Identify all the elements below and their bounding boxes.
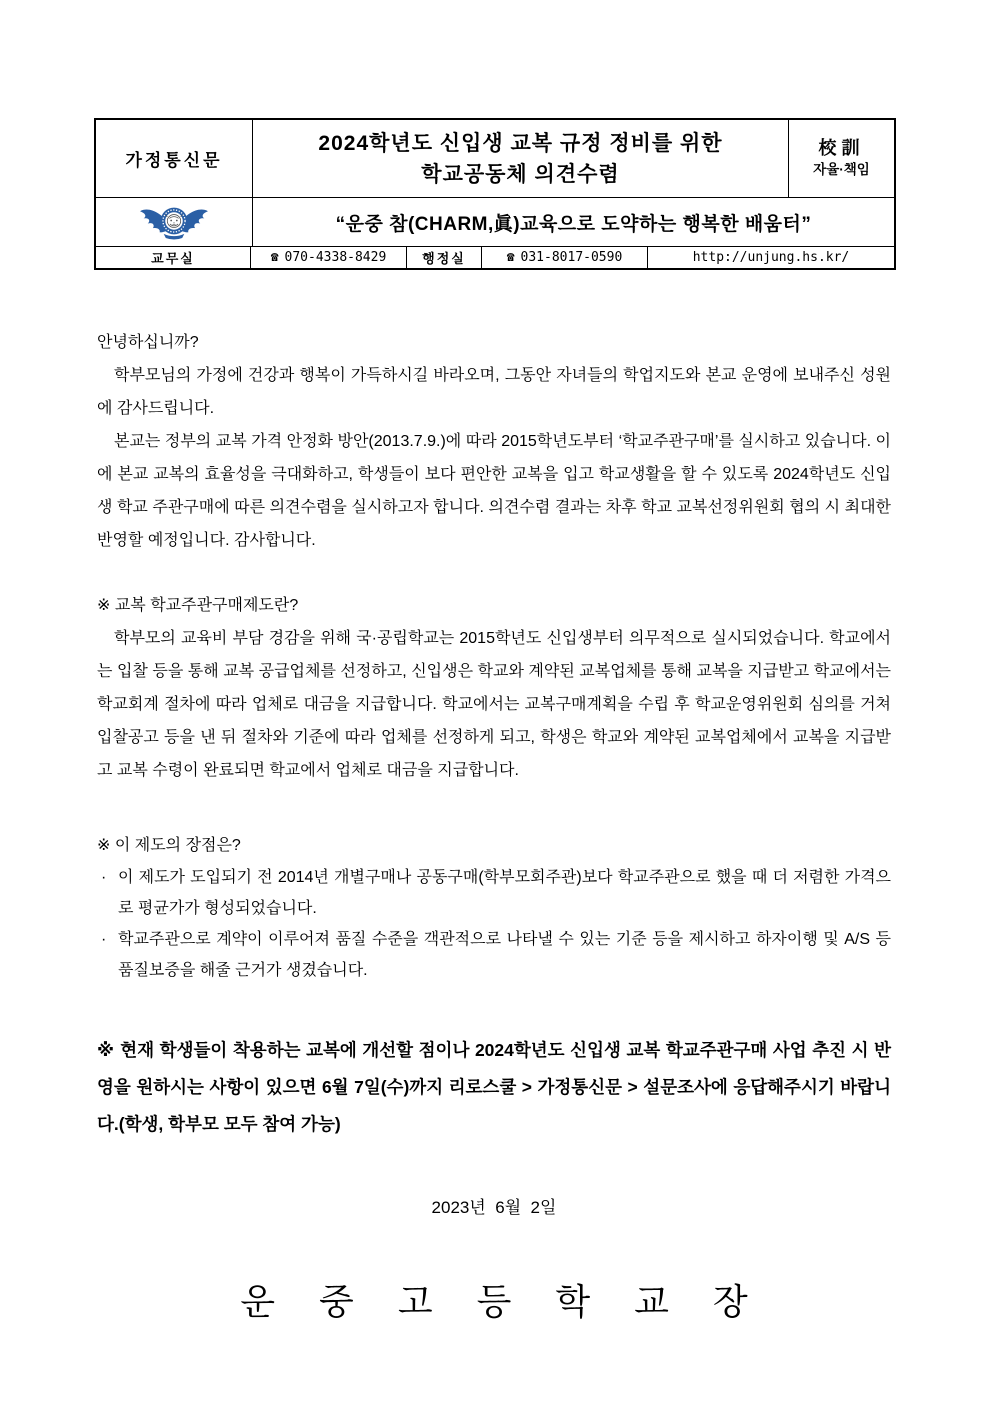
list-item (97, 862, 891, 924)
section-what-is-title: ※ 교복 학교주관구매제도란? (97, 597, 299, 614)
school-motto (788, 120, 894, 197)
section-what-is-text: 학부모의 교육비 부담 경감을 위해 국·공립학교는 2015학년도 신입생부터 의무적으로 실시되었습니다. 학교에서는 입찰 등을 통해 교복 공급업체를 선정하고, 신입생은 학교와 계약된 교복업체를 통해 교복을 지급받고 학교에서는 학교회계 절차에 따라 업체로 대금을 지급합니다. 학교에서는 교복구매계획을 수립 후 학교운영위원회 심의를 거쳐 입찰공고 등을 낸 뒤 절차와 기준에 따라 업체를 선정하게 되고, 학생은 학교와 계약된 교복업체에서 교복을 지급받고 교복 수령이 완료되면 학교에서 업체로 대금을 지급합니다. (97, 630, 891, 779)
school-logo (96, 198, 252, 246)
phone-icon: ☎ (270, 250, 279, 265)
list-item-text: 이 제도가 도입되기 전 2014년 개별구매나 공동구매(학부모회주관)보다 학교주관으로 했을 때 더 저렴한 가격으로 평균가가 형성되었습니다. (118, 869, 891, 917)
section-what-is (97, 589, 891, 787)
school-emblem-icon (138, 201, 210, 243)
office2-phone (481, 247, 647, 268)
office1-phone (250, 247, 406, 268)
doc-type-label: 가정통신문 (125, 151, 223, 170)
letter-body (97, 326, 891, 1341)
header-row-slogan (96, 197, 894, 246)
section-benefits-title: ※ 이 제도의 장점은? (97, 837, 241, 854)
bullet-icon: · (101, 869, 107, 886)
motto-value: 자율·책임 (813, 161, 870, 177)
phone-icon: ☎ (506, 250, 515, 265)
office1-label: 교무실 (151, 251, 195, 266)
benefits-list (97, 862, 891, 986)
page-title (252, 120, 788, 197)
header-table (94, 118, 896, 270)
paragraph-purpose: 본교는 정부의 교복 가격 안정화 방안(2013.7.9.)에 따라 2015학년도부터 ‘학교주관구매’를 실시하고 있습니다. 이에 본교 교복의 효율성을 극대화하고, 학생들이 보다 편안한 교복을 입고 학교생활을 할 수 있도록 2024학년도 신입생 학교 주관구매에 따른 의견수렴을 실시하고자 합니다. 의견수렴 결과는 차후 학교 교복선정위원회 협의 시 최대한 반영할 예정입니다. 감사합니다. (97, 433, 891, 549)
principal-signature: 운중고등학교장 (240, 1281, 792, 1322)
date-line: 2023년 6월 2일 (431, 1198, 557, 1217)
office2-label: 행정실 (406, 247, 481, 268)
header-row-contact (96, 246, 894, 268)
paragraph-thanks: 학부모님의 가정에 건강과 행복이 가득하시길 바라오며, 그동안 자녀들의 학업지도와 본교 운영에 보내주신 성원에 감사드립니다. (97, 367, 891, 417)
school-slogan: “운중 참(CHARM,眞)교육으로 도약하는 행복한 배움터” (252, 198, 894, 246)
page-title-line1: 2024학년도 신입생 교복 규정 정비를 위한 (318, 131, 723, 155)
survey-notice: ※ 현재 학생들이 착용하는 교복에 개선할 점이나 2024학년도 신입생 교복 학교주관구매 사업 추진 시 반영을 원하시는 사항이 있으면 6월 7일(수)까지 리로스쿨 > 가정통신문 > 설문조사에 응답해주시기 바랍니다.(학생, 학부모 모두 참여 가능) (97, 1040, 891, 1134)
motto-label: 校訓 (818, 137, 865, 158)
section-benefits (97, 829, 891, 986)
greeting-text: 안녕하십니까? (97, 334, 199, 351)
list-item-text: 학교주관으로 계약이 이루어져 품질 수준을 객관적으로 나타낼 수 있는 기준 등을 제시하고 하자이행 및 A/S 등 품질보증을 해줄 근거가 생겼습니다. (118, 931, 891, 979)
header-row-title (96, 120, 894, 197)
list-item (97, 924, 891, 986)
page-title-line2: 학교공동체 의견수렴 (421, 162, 620, 186)
website-url: http://unjung.hs.kr/ (647, 247, 894, 268)
office1-phone-number: 070-4338-8429 (284, 250, 387, 265)
office2-phone-number: 031-8017-0590 (520, 250, 623, 265)
signature-line (97, 1274, 891, 1325)
bullet-icon: · (101, 931, 107, 948)
